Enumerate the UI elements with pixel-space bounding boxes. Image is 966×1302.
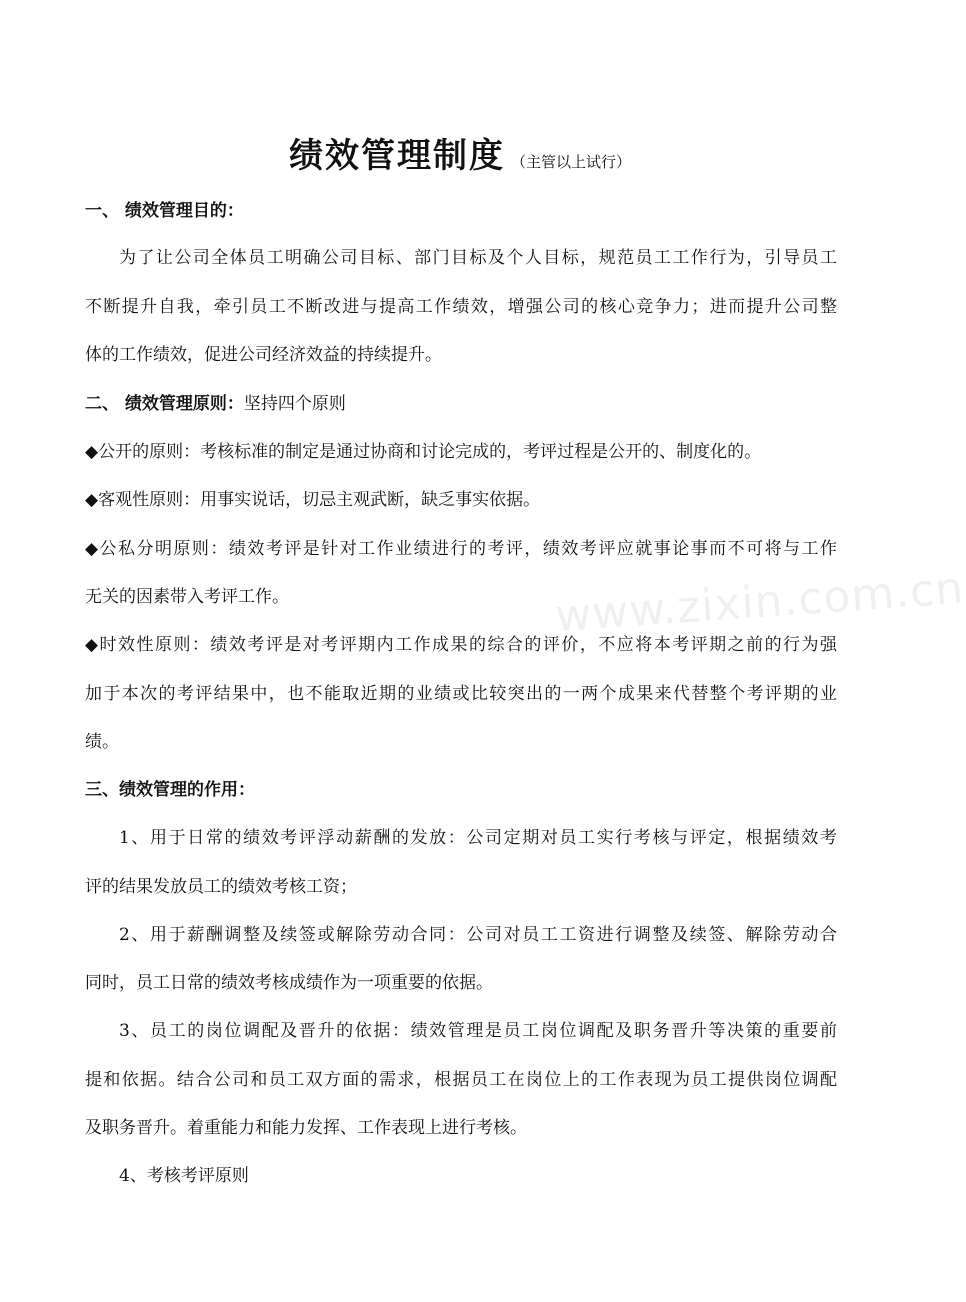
section3-item2-line: 同时，员工日常的绩效考核成绩作为一项重要的依据。: [85, 973, 493, 993]
title-subtitle: （主管以上试行）: [510, 153, 631, 171]
section3-item1-line: 评的结果发放员工的绩效考核工资；: [85, 877, 357, 897]
document-title: [0, 128, 920, 177]
principle-timeliness-line: ◆时效性原则：绩效考评是对考评期内工作成果的综合的评价，不应将本考评期之前的行为强: [85, 635, 837, 655]
section3-heading: 三、绩效管理的作用：: [85, 780, 255, 800]
section2-heading: [85, 394, 837, 414]
principle-impartial-line: 无关的因素带入考评工作。: [85, 587, 289, 607]
section2-heading-label: 二、 绩效管理原则：: [85, 394, 244, 414]
section1-para-line: 为了让公司全体员工明确公司目标、部门目标及个人目标，规范员工工作行为，引导员工: [119, 248, 837, 268]
section1-para-line: 不断提升自我，牵引员工不断改进与提高工作绩效，增强公司的核心竞争力；进而提升公司整: [85, 297, 837, 317]
watermark: www.zixin.com.cn: [553, 562, 966, 643]
principle-objective: ◆客观性原则：用事实说话，切忌主观武断，缺乏事实依据。: [85, 490, 541, 510]
section1-heading: 一、 绩效管理目的：: [85, 201, 244, 221]
section3-item4: 4、考核考评原则: [119, 1166, 249, 1186]
title-main: 绩效管理制度: [288, 136, 505, 176]
principle-timeliness-line: 加于本次的考评结果中，也不能取近期的业绩或比较突出的一两个成果来代替整个考评期的业: [85, 684, 837, 704]
principle-impartial-line: ◆公私分明原则：绩效考评是针对工作业绩进行的考评，绩效考评应就事论事而不可将与工作: [85, 539, 837, 559]
section3-item3-line: 及职务晋升。着重能力和能力发挥、工作表现上进行考核。: [85, 1118, 527, 1138]
section3-item2-line: 2、用于薪酬调整及续签或解除劳动合同：公司对员工工资进行调整及续签、解除劳动合: [119, 925, 837, 945]
section3-item1-line: 1、用于日常的绩效考评浮动薪酬的发放：公司定期对员工实行考核与评定，根据绩效考: [119, 828, 837, 848]
section3-item3-line: 提和依据。结合公司和员工双方面的需求，根据员工在岗位上的工作表现为员工提供岗位调配: [85, 1070, 837, 1090]
section1-para-line: 体的工作绩效，促进公司经济效益的持续提升。: [85, 345, 442, 365]
section3-item3-line: 3、员工的岗位调配及晋升的依据：绩效管理是员工岗位调配及职务晋升等决策的重要前: [119, 1021, 837, 1041]
principle-open: ◆公开的原则：考核标准的制定是通过协商和讨论完成的，考评过程是公开的、制度化的。: [85, 442, 762, 462]
section2-heading-text: 坚持四个原则: [243, 394, 346, 414]
principle-timeliness-line: 绩。: [85, 732, 119, 752]
